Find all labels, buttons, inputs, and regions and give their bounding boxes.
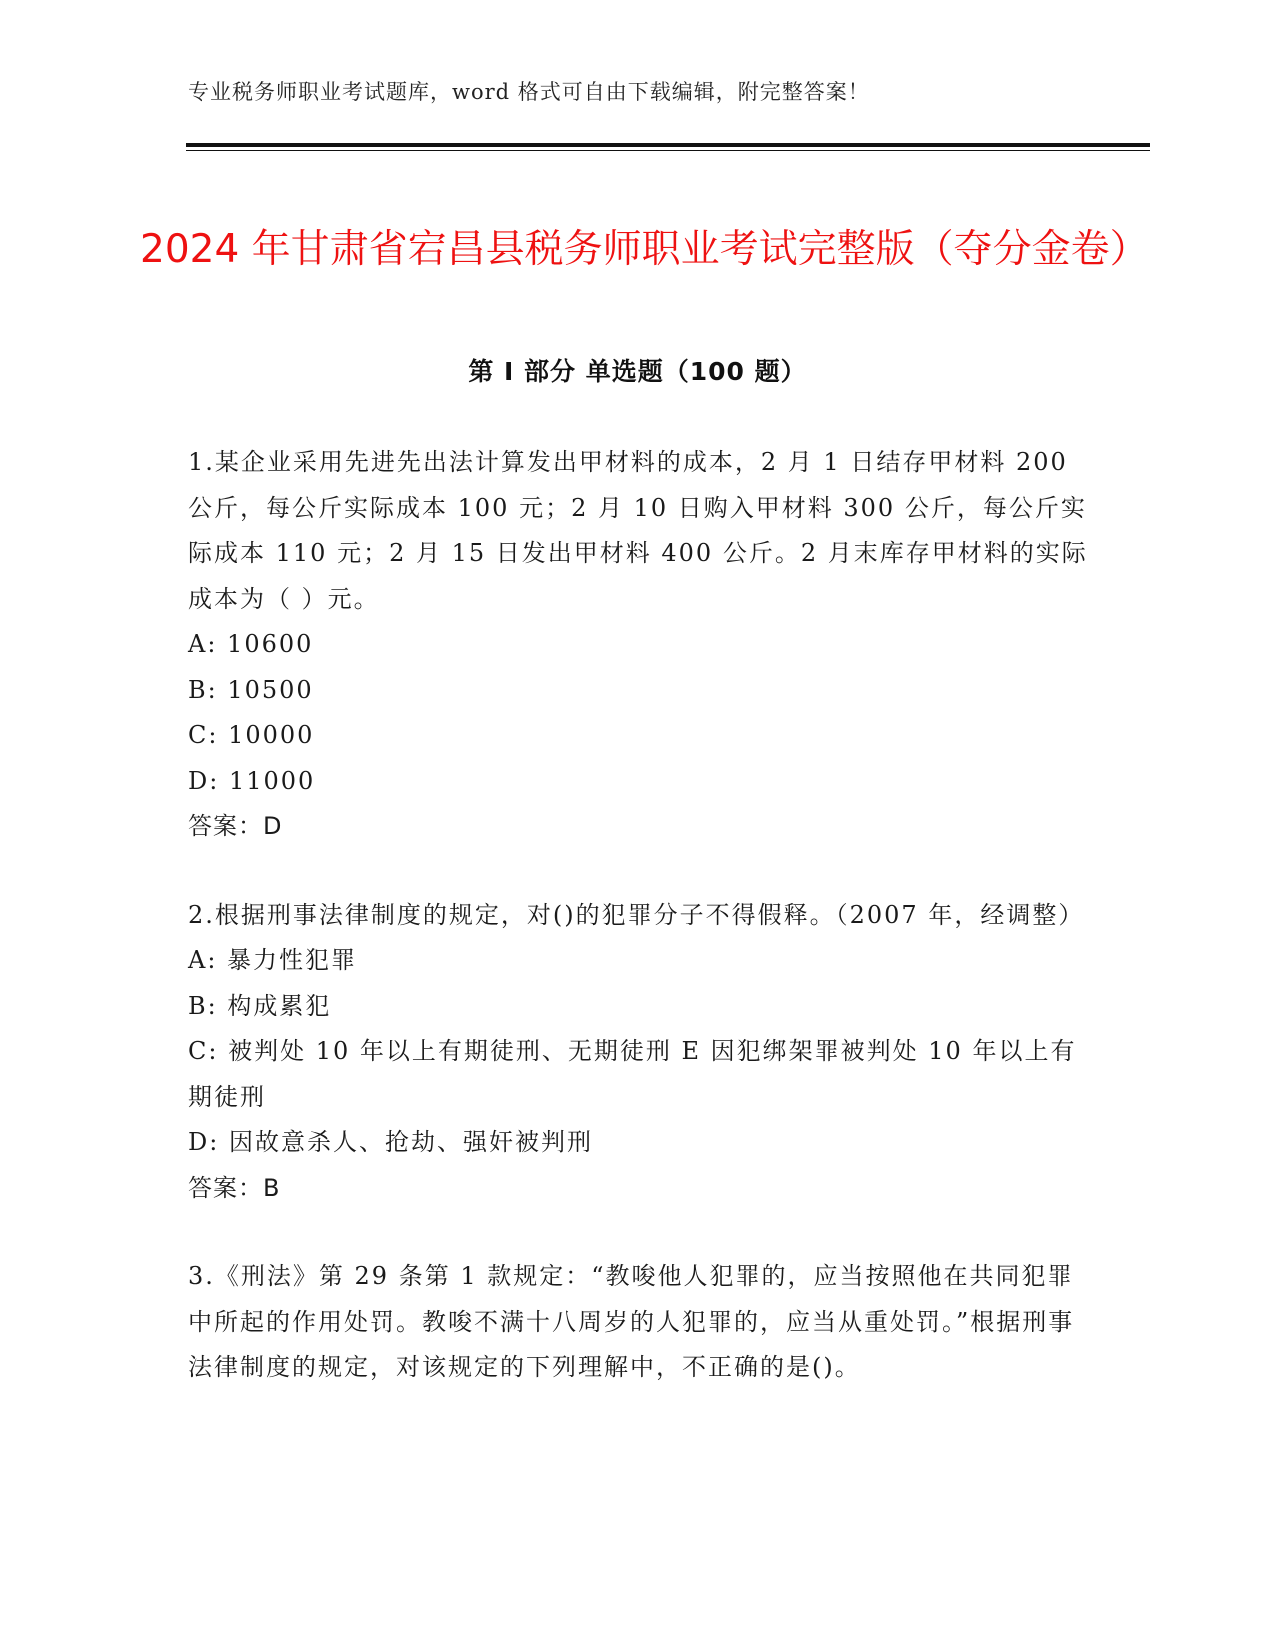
- option-c: C: 10000: [188, 721, 315, 749]
- header-note: 专业税务师职业考试题库，word 格式可自由下载编辑，附完整答案！: [188, 80, 870, 104]
- document-title: 2024 年甘肃省宕昌县税务师职业考试完整版（夺分金卷）: [140, 227, 1149, 273]
- option-b: B: 构成累犯: [188, 991, 332, 1020]
- question-list: [188, 440, 1088, 1434]
- header-rule-thin: [186, 150, 1150, 151]
- section-title: 第 I 部分 单选题（100 题）: [468, 357, 807, 386]
- option-a: A: 10600: [188, 630, 314, 658]
- question-3: [188, 1254, 1088, 1391]
- question-1: [188, 440, 1088, 850]
- option-d: D: 因故意杀人、抢劫、强奸被判刑: [188, 1128, 593, 1156]
- question-stem: 3.《刑法》第 29 条第 1 款规定：“教唆他人犯罪的，应当按照他在共同犯罪中所起的作用处罚。教唆不满十八周岁的人犯罪的，应当从重处罚。”根据刑事法律制度的规定，对该规定的下列理解中，不正确的是()。: [188, 1262, 1075, 1381]
- question-stem: 2.根据刑事法律制度的规定，对()的犯罪分子不得假释。（2007 年，经调整）: [188, 900, 1085, 929]
- option-a: A: 暴力性犯罪: [188, 946, 358, 974]
- question-stem: 1.某企业采用先进先出法计算发出甲材料的成本，2 月 1 日结存甲材料 200 公斤，每公斤实际成本 100 元；2 月 10 日购入甲材料 300 公斤，每公斤实际成本 110 元；2 月 15 日发出甲材料 400 公斤。2 月末库存甲材料的实际成本为（ ）元。: [188, 448, 1088, 613]
- option-c: C: 被判处 10 年以上有期徒刑、无期徒刑 E 因犯绑架罪被判处 10 年以上有期徒刑: [188, 1037, 1077, 1111]
- option-d: D: 11000: [188, 766, 316, 795]
- option-b: B: 10500: [188, 675, 314, 704]
- answer: 答案：D: [188, 812, 283, 840]
- answer: 答案：B: [188, 1173, 281, 1202]
- header-rule-thick: [186, 143, 1150, 147]
- question-2: [188, 893, 1088, 1212]
